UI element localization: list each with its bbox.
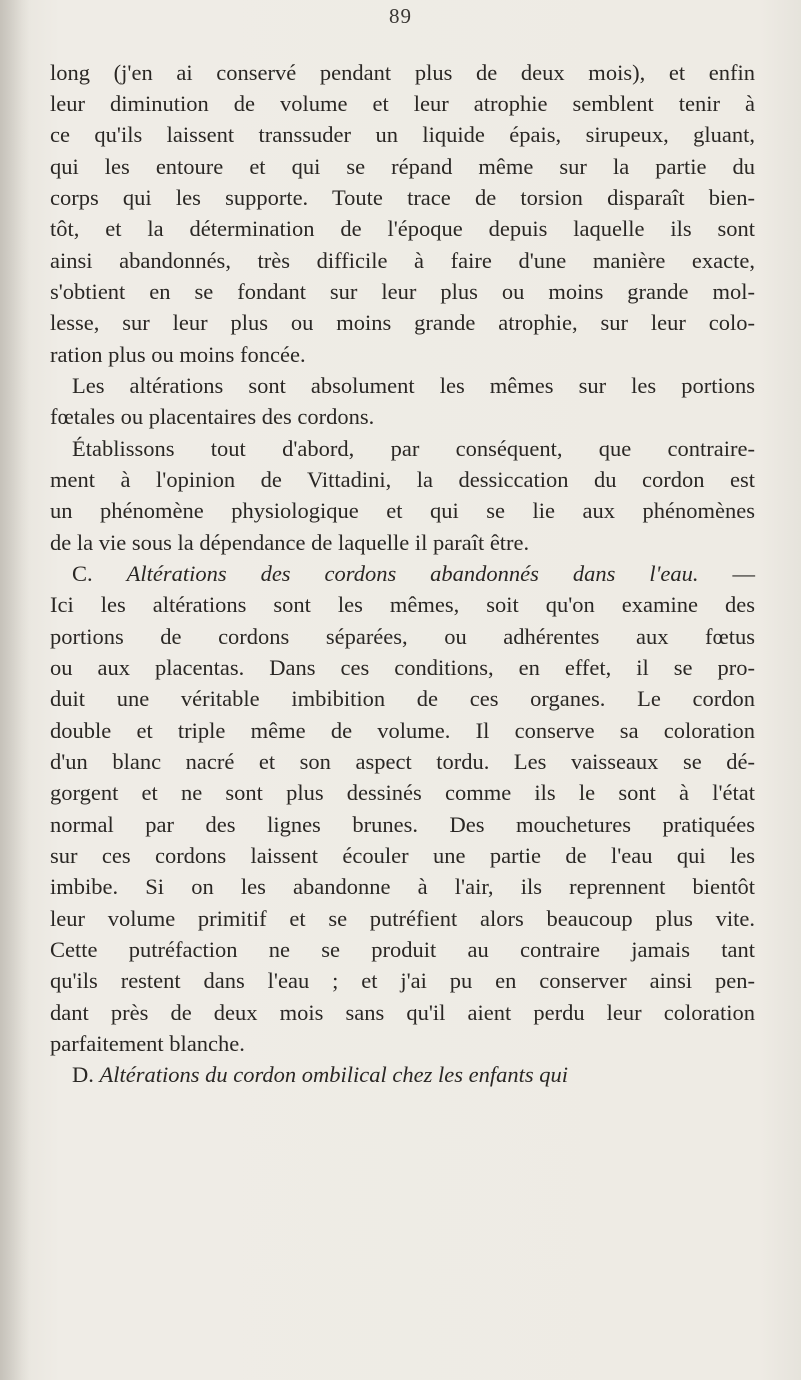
text-line: normal par des lignes brunes. Des mouchetures pratiquées (50, 812, 755, 837)
text-line: sur ces cordons laissent écouler une partie de l'eau qui les (50, 843, 755, 868)
text-line: parfaitement blanche. (50, 1031, 245, 1056)
binding-shadow (0, 0, 30, 1380)
text-line: Les altérations sont absolument les mêmes sur les portions (72, 373, 755, 398)
text-line: s'obtient en se fondant sur leur plus ou moins grande mol- (50, 279, 755, 304)
text-line: leur diminution de volume et leur atrophie semblent tenir à (50, 91, 755, 116)
section-dash: — (698, 561, 755, 586)
text-line: ment à l'opinion de Vittadini, la dessiccation du cordon est (50, 467, 755, 492)
text-line: Cette putréfaction ne se produit au contraire jamais tant (50, 937, 755, 962)
text-line: ce qu'ils laissent transsuder un liquide épais, sirupeux, gluant, (50, 122, 755, 147)
section-heading-d (72, 1060, 755, 1090)
text-line: portions de cordons séparées, ou adhérentes aux fœtus (50, 624, 755, 649)
text-line: dant près de deux mois sans qu'il aient perdu leur coloration (50, 1000, 755, 1025)
text-line: leur volume primitif et se putréfient alors beaucoup plus vite. (50, 906, 755, 931)
text-line: ainsi abandonnés, très difficile à faire d'une manière exacte, (50, 248, 755, 273)
section-title: Altérations des cordons abandonnés dans l'eau. (126, 561, 699, 586)
text-line: corps qui les supporte. Toute trace de torsion disparaît bien- (50, 185, 755, 210)
text-line: long (j'en ai conservé pendant plus de deux mois), et enfin (50, 60, 755, 85)
text-line: ration plus ou moins foncée. (50, 342, 306, 367)
section-letter: C. (72, 561, 127, 586)
text-line: de la vie sous la dépendance de laquelle il paraît être. (50, 530, 530, 555)
text-line: imbibe. Si on les abandonne à l'air, ils reprennent bientôt (50, 874, 755, 899)
section-title: Altérations du cordon ombilical chez les enfants qui (99, 1062, 568, 1087)
text-line: duit une véritable imbibition de ces organes. Le cordon (50, 686, 755, 711)
section-heading-c (72, 559, 755, 589)
text-line: lesse, sur leur plus ou moins grande atrophie, sur leur colo- (50, 310, 755, 335)
text-line: Ici les altérations sont les mêmes, soit qu'on examine des (50, 592, 755, 617)
text-line: gorgent et ne sont plus dessinés comme ils le sont à l'état (50, 780, 755, 805)
text-line: double et triple même de volume. Il conserve sa coloration (50, 718, 755, 743)
page-number: 89 (389, 4, 412, 28)
text-line: Établissons tout d'abord, par conséquent, que contraire- (72, 436, 755, 461)
text-line: qui les entoure et qui se répand même sur la partie du (50, 154, 755, 179)
text-line: tôt, et la détermination de l'époque depuis laquelle ils sont (50, 216, 755, 241)
section-letter: D. (72, 1062, 100, 1087)
text-line: un phénomène physiologique et qui se lie aux phénomènes (50, 498, 755, 523)
text-line: ou aux placentas. Dans ces conditions, en effet, il se pro- (50, 655, 755, 680)
text-line: d'un blanc nacré et son aspect tordu. Les vaisseaux se dé- (50, 749, 755, 774)
text-line: fœtales ou placentaires des cordons. (50, 404, 375, 429)
text-line: qu'ils restent dans l'eau ; et j'ai pu en conserver ainsi pen- (50, 968, 755, 993)
